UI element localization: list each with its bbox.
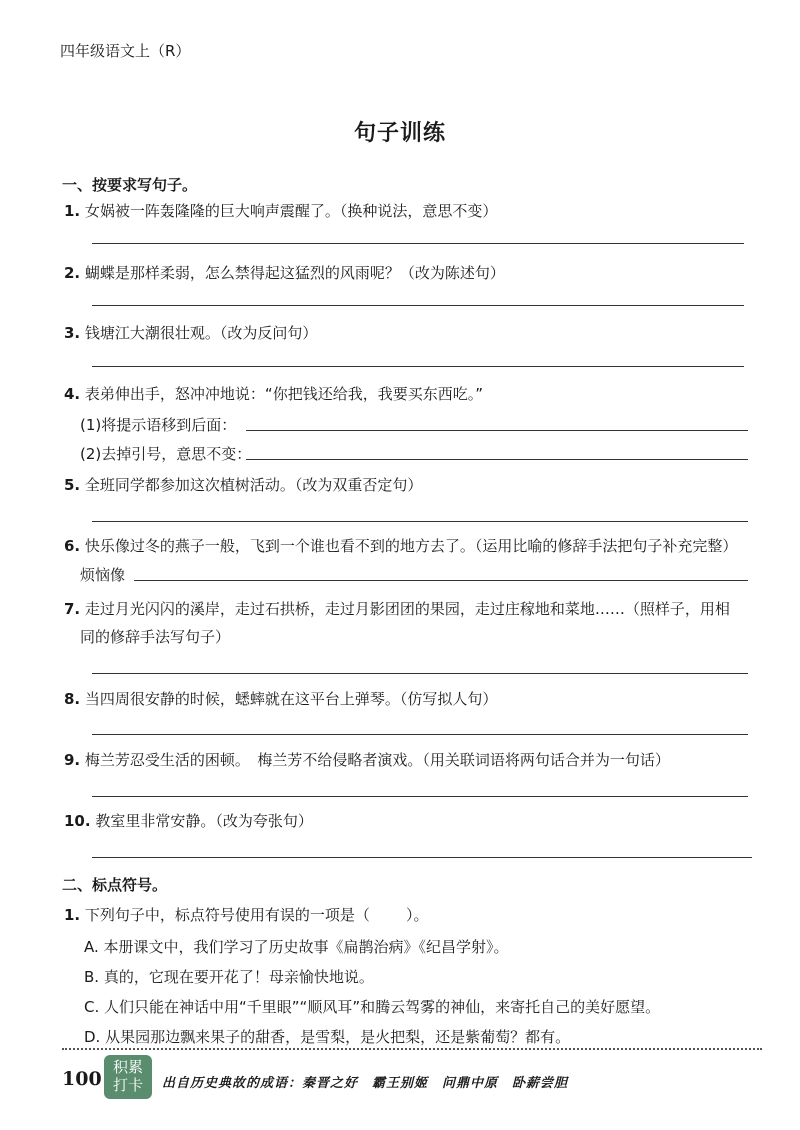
page-title: 句子训练	[353, 121, 446, 146]
question-4: 4. 表弟伸出手，怒冲冲地说：“你把钱还给我，我要买东西吃。”	[64, 385, 483, 403]
question-1: 1. 女娲被一阵轰隆隆的巨大响声震醒了。（换种说法，意思不变）	[64, 202, 498, 220]
badge-line-2: 打卡	[112, 1076, 143, 1094]
question-6: 6. 快乐像过冬的燕子一般，飞到一个谁也看不到的地方去了。（运用比喻的修辞手法把句子补充完整）	[64, 537, 738, 555]
accumulate-badge	[104, 1055, 152, 1099]
page-number: 100	[62, 1068, 102, 1090]
answer-line-6[interactable]	[134, 580, 748, 581]
answer-line-5[interactable]	[92, 521, 748, 522]
section-heading-1: 一、按要求写句子。	[62, 176, 198, 194]
answer-line-9[interactable]	[92, 796, 748, 797]
answer-line-4-1[interactable]	[246, 430, 748, 431]
question-5: 5. 全班同学都参加这次植树活动。（改为双重否定句）	[64, 476, 423, 494]
option-b: B. 真的，它现在要开花了！母亲愉快地说。	[84, 968, 374, 986]
answer-line-1[interactable]	[92, 243, 744, 244]
footer-idioms: 出自历史典故的成语：秦晋之好 霸王别姬 问鼎中原 卧薪尝胆	[162, 1076, 569, 1091]
question-2: 2. 蝴蝶是那样柔弱，怎么禁得起这猛烈的风雨呢？（改为陈述句）	[64, 264, 505, 282]
section-heading-2: 二、标点符号。	[62, 876, 168, 894]
punctuation-question: 1. 下列句子中，标点符号使用有误的一项是（ ）。	[64, 906, 429, 924]
question-3: 3. 钱塘江大潮很壮观。（改为反问句）	[64, 324, 318, 342]
question-6-sub1: 烦恼像	[80, 566, 126, 584]
question-7: 7. 走过月光闪闪的溪岸，走过石拱桥，走过月影团团的果园，走过庄稼地和菜地……（照样子，用相	[64, 600, 730, 618]
answer-line-7[interactable]	[92, 673, 748, 674]
badge-line-1: 积累	[112, 1058, 143, 1076]
answer-line-2[interactable]	[92, 305, 744, 306]
option-a: A. 本册课文中，我们学习了历史故事《扁鹊治病》《纪昌学射》。	[84, 938, 509, 956]
question-7-cont: 同的修辞手法写句子）	[80, 628, 231, 646]
answer-line-8[interactable]	[92, 734, 748, 735]
question-10: 10. 教室里非常安静。（改为夸张句）	[64, 812, 313, 830]
answer-line-3[interactable]	[92, 366, 744, 367]
question-8: 8. 当四周很安静的时候，蟋蟀就在这平台上弹琴。（仿写拟人句）	[64, 690, 498, 708]
question-9: 9. 梅兰芳忍受生活的困顿。 梅兰芳不给侵略者演戏。（用关联词语将两句话合并为一句话）	[64, 751, 670, 769]
answer-line-10[interactable]	[92, 857, 752, 858]
footer-divider	[62, 1048, 762, 1050]
question-4-sub1: (1)将提示语移到后面：	[80, 416, 237, 434]
answer-line-4-2[interactable]	[246, 459, 748, 460]
grade-label: 四年级语文上（R）	[60, 42, 191, 60]
option-d: D. 从果园那边飘来果子的甜香，是雪梨，是火把梨，还是紫葡萄？都有。	[84, 1028, 571, 1046]
question-4-sub2: (2)去掉引号，意思不变：	[80, 445, 252, 463]
option-c: C. 人们只能在神话中用“千里眼”“顺风耳”和腾云驾雾的神仙，来寄托自己的美好愿望。	[84, 998, 661, 1016]
